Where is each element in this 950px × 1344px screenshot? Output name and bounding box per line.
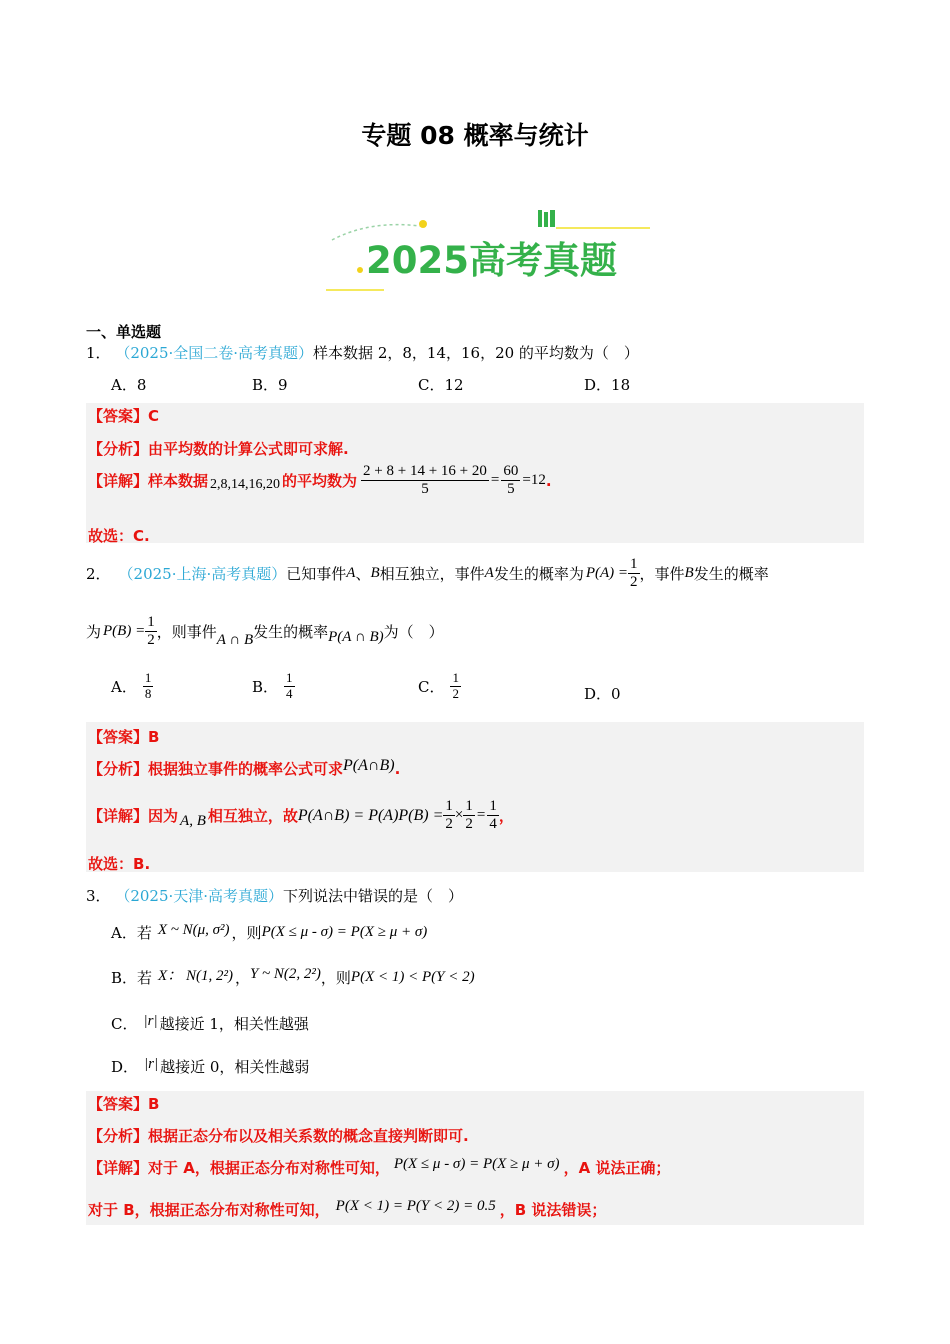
- section-heading: 一、单选题: [86, 323, 162, 341]
- fraction-denominator: 2: [452, 685, 459, 701]
- choose-value: B.: [133, 855, 151, 873]
- option-b: B．9: [252, 376, 288, 394]
- detail-text: ，A 说法正确；: [563, 1159, 671, 1177]
- choose-value: C.: [133, 527, 150, 545]
- question-text: 发生的概率为: [493, 565, 584, 584]
- detail-formula: P(X < 1) = P(Y < 2) = 0.5: [335, 1198, 496, 1214]
- choose-line: [88, 525, 150, 546]
- analysis-formula: P(A∩B): [343, 756, 395, 774]
- detail-text: 样本数据: [148, 472, 209, 491]
- fraction-numerator: 1: [452, 670, 459, 685]
- detail-label: 【详解】: [88, 807, 149, 826]
- solution-box-1: [86, 403, 864, 543]
- option-formula: |r|: [143, 1013, 158, 1029]
- answer-line: [88, 405, 159, 426]
- option-formula: P(X < 1) < P(Y < 2): [350, 969, 475, 985]
- question-text: 下列说法中错误的是（ ）: [283, 887, 464, 905]
- equals-sign: =: [476, 807, 486, 824]
- detail-label: 【详解】: [88, 1159, 149, 1177]
- answer-value: C: [148, 407, 160, 425]
- detail-line-a: [88, 1157, 670, 1178]
- option-label: D．: [111, 1058, 139, 1076]
- question-text: ，事件: [639, 565, 685, 584]
- fraction-numerator: 1: [628, 556, 640, 574]
- analysis-label: 【分析】: [88, 1127, 149, 1145]
- page-title: 专题 08 概率与统计: [361, 121, 589, 150]
- option-c: C．12: [418, 376, 464, 394]
- option-label: C．: [418, 677, 445, 696]
- question-number: 1．: [86, 344, 111, 362]
- option-text: ，: [234, 969, 250, 987]
- fraction-denominator: 4: [489, 816, 497, 833]
- separator: 、: [355, 565, 371, 584]
- period: .: [545, 471, 552, 490]
- fraction-numerator: 1: [463, 798, 475, 816]
- fraction-numerator: 1: [144, 670, 152, 685]
- option-formula: X ~ N(μ, σ²): [157, 922, 230, 938]
- fraction-denominator: 5: [421, 481, 429, 498]
- answer-label: 【答案】: [88, 407, 149, 425]
- period: .: [394, 759, 401, 778]
- question-text: ，则事件: [156, 623, 217, 642]
- question-2-line2: [86, 614, 444, 650]
- fraction-numerator: 1: [487, 798, 499, 816]
- fraction-denominator: 4: [286, 685, 293, 701]
- option-label: B．若: [111, 969, 153, 987]
- solution-box-2: [86, 722, 864, 872]
- detail-formula: P(A∩B) = P(A)P(B) =: [297, 806, 444, 824]
- analysis-text: 根据独立事件的概率公式可求: [148, 760, 344, 778]
- answer-line: [88, 1093, 159, 1114]
- fraction-numerator: 1: [145, 614, 157, 632]
- option-label: A．: [111, 677, 137, 696]
- analysis-text: 由平均数的计算公式即可求解.: [148, 440, 349, 458]
- question-text: 为（ ）: [383, 623, 444, 642]
- comma: ，: [498, 807, 514, 826]
- events-ab: A, B: [180, 813, 206, 830]
- analysis-label: 【分析】: [88, 760, 149, 778]
- event-b: B: [684, 565, 694, 582]
- prob-intersection: P(A ∩ B): [328, 629, 384, 646]
- option-d: D．18: [584, 376, 631, 394]
- detail-text: 相互独立，故: [207, 807, 298, 826]
- choose-line: [88, 853, 150, 874]
- answer-label: 【答案】: [88, 728, 149, 746]
- banner: [320, 198, 660, 298]
- option-label: B．: [252, 677, 279, 696]
- question-source: （2025·上海·高考真题）: [118, 565, 287, 584]
- solution-box-3: [86, 1091, 864, 1225]
- analysis-text: 根据正态分布以及相关系数的概念直接判断即可.: [148, 1127, 469, 1145]
- event-a: A: [484, 565, 494, 582]
- analysis-line: [88, 438, 349, 459]
- question-text: 发生的概率: [693, 565, 769, 584]
- analysis-line: [88, 1125, 469, 1146]
- quarter-fraction: [487, 798, 499, 834]
- result-fraction: [501, 463, 520, 499]
- half-fraction: [463, 798, 475, 834]
- detail-line-b: [88, 1199, 606, 1220]
- fraction-denominator: 2: [630, 574, 638, 591]
- question-1-stem: [86, 342, 639, 363]
- option-fraction: [450, 671, 461, 702]
- analysis-line: [88, 758, 400, 779]
- question-text: 相互独立，事件: [379, 565, 485, 584]
- analysis-label: 【分析】: [88, 440, 149, 458]
- option-label: A．若: [111, 924, 152, 942]
- question-source: （2025·天津·高考真题）: [115, 887, 284, 905]
- option-formula: |r|: [144, 1056, 159, 1072]
- option-formula: Y ~ N(2, 2²): [249, 966, 321, 982]
- result-value: =12: [522, 472, 546, 489]
- question-text: 已知事件: [286, 565, 347, 584]
- question-source: （2025·全国二卷·高考真题）: [115, 344, 314, 362]
- option-text: 越接近 0，相关性越弱: [160, 1058, 310, 1076]
- event-a: A: [346, 565, 356, 582]
- option-formula: X： N(1, 2²): [158, 968, 233, 984]
- answer-value: B: [148, 1095, 160, 1113]
- half-fraction: [443, 798, 455, 834]
- option-text: ，则: [320, 969, 351, 987]
- detail-data: 2,8,14,16,20: [210, 476, 281, 492]
- fraction-denominator: 2: [445, 816, 453, 833]
- option-a: [111, 922, 427, 943]
- detail-line: [88, 463, 552, 499]
- question-number: 2．: [86, 565, 111, 584]
- choose-label: 故选：: [88, 855, 134, 873]
- equals-sign: =: [490, 472, 500, 489]
- prob-a: P(A) =: [585, 565, 629, 582]
- half-fraction: [628, 556, 640, 592]
- fraction-numerator: 1: [443, 798, 455, 816]
- option-fraction: [143, 671, 154, 702]
- option-b: [252, 671, 295, 702]
- question-2-stem: [86, 556, 769, 592]
- detail-text: 因为: [148, 807, 179, 826]
- detail-text-mid: 的平均数为: [282, 472, 358, 491]
- detail-line: [88, 798, 514, 834]
- fraction-denominator: 8: [144, 685, 152, 701]
- fraction-denominator: 2: [147, 632, 155, 649]
- banner-title: 2025高考真题: [366, 239, 617, 282]
- option-d: [111, 1056, 309, 1077]
- fraction-numerator: 60: [501, 463, 520, 481]
- question-number: 3．: [86, 887, 111, 905]
- option-d: D．0: [584, 685, 621, 703]
- prob-b: P(B) =: [103, 623, 146, 640]
- option-a: [111, 671, 153, 702]
- times-sign: ×: [454, 807, 464, 824]
- fraction-numerator: 1: [286, 670, 293, 685]
- answer-label: 【答案】: [88, 1095, 149, 1113]
- option-c: [418, 671, 461, 702]
- half-fraction: [145, 614, 157, 650]
- detail-text: 对于 A，根据正态分布对称性可知，: [148, 1159, 390, 1177]
- option-b: [111, 967, 475, 988]
- question-text: 发生的概率: [253, 623, 329, 642]
- fraction-denominator: 5: [507, 481, 515, 498]
- answer-line: [88, 726, 159, 747]
- fraction-numerator: 2 + 8 + 14 + 16 + 20: [361, 463, 489, 481]
- option-fraction: [284, 671, 295, 702]
- option-c: [111, 1013, 309, 1034]
- answer-value: B: [148, 728, 160, 746]
- question-3-stem: [86, 885, 463, 906]
- option-a: A．8: [111, 376, 147, 394]
- event-b: B: [370, 565, 380, 582]
- option-formula: P(X ≤ μ - σ) = P(X ≥ μ + σ): [261, 924, 428, 940]
- detail-text: 对于 B，根据正态分布对称性可知，: [88, 1201, 330, 1219]
- intersection: A ∩ B: [216, 632, 254, 649]
- detail-label: 【详解】: [88, 472, 149, 491]
- sum-fraction: [361, 463, 489, 499]
- option-text: ，则: [231, 924, 262, 942]
- question-text: 样本数据 2，8，14，16，20 的平均数为（ ）: [313, 344, 639, 362]
- question-text: 为: [86, 623, 102, 642]
- detail-text: ，B 说法错误；: [499, 1201, 607, 1219]
- choose-label: 故选：: [88, 527, 134, 545]
- option-label: C．: [111, 1015, 138, 1033]
- detail-formula: P(X ≤ μ - σ) = P(X ≥ μ + σ): [393, 1156, 560, 1172]
- fraction-denominator: 2: [465, 816, 473, 833]
- option-text: 越接近 1，相关性越强: [159, 1015, 309, 1033]
